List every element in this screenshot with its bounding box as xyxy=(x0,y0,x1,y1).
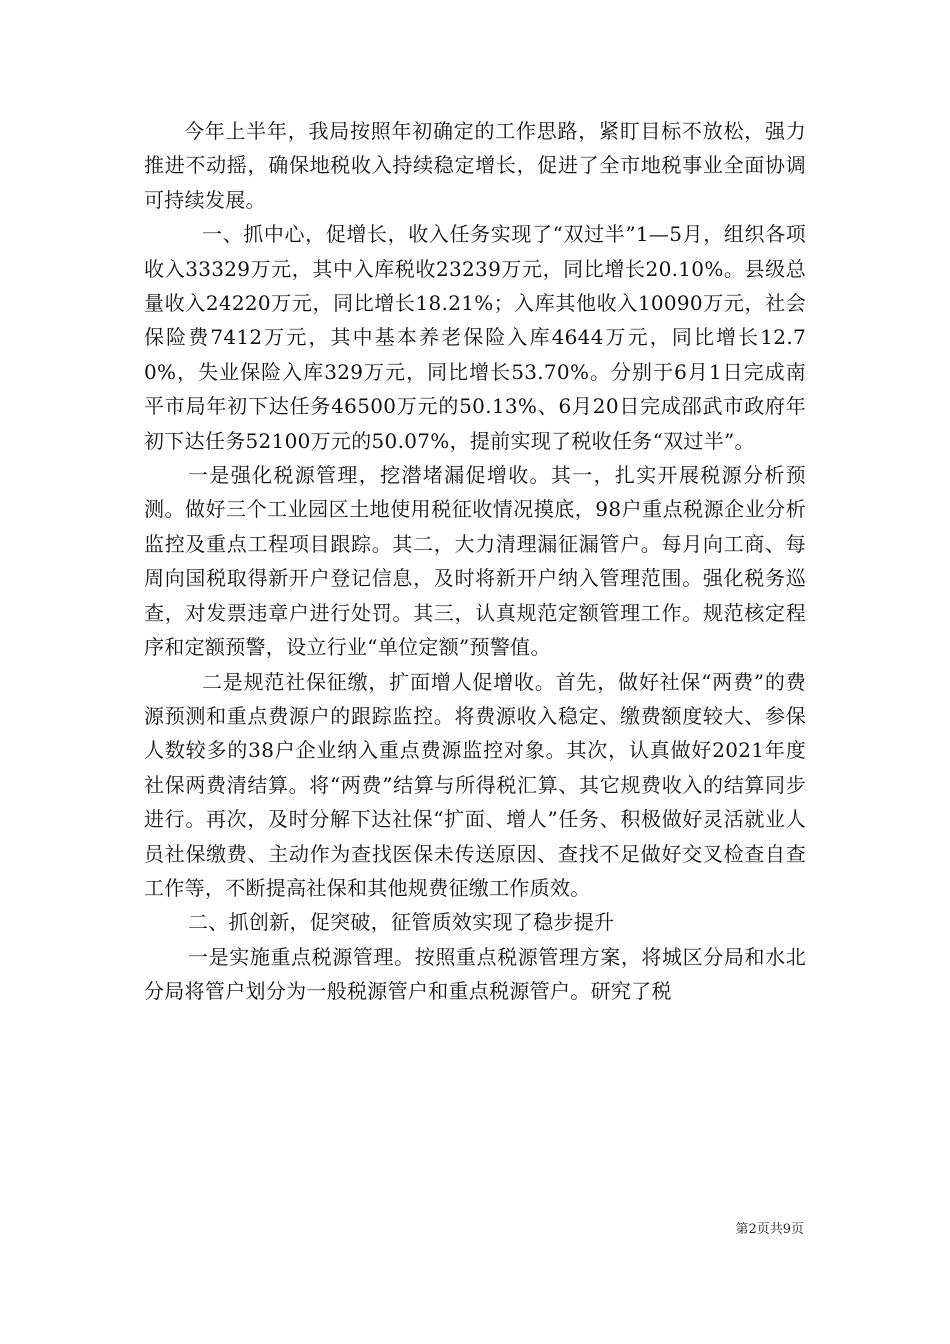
section-one-heading-paragraph: 一、抓中心，促增长，收入任务实现了“双过半”1—5月，组织各项收入33329万元，其中入库税收23239万元，同比增长20.10%。县级总量收入24220万元，同比增长18.21%；入库其他收入10090万元，社会保险费7412万元，其中基本养老保险入库4644万元，同比增长12.70%，失业保险入库329万元，同比增长53.70%。分别于6月1日完成南平市局年初下达任务46500万元的50.13%、6月20日完成邵武市政府年初下达任务52100万元的50.07%，提前实现了税收任务“双过半”。 xyxy=(144,222,806,453)
page-number-footer: 第2页共9页 xyxy=(735,1222,804,1237)
key-tax-source-paragraph: 一是实施重点税源管理。按照重点税源管理方案，将城区分局和水北分局将管户划分为一般税源管户和重点税源管户。研究了税 xyxy=(144,944,806,1004)
intro-paragraph: 今年上半年，我局按照年初确定的工作思路，紧盯目标不放松，强力推进不动摇，确保地税收入持续稳定增长，促进了全市地税事业全面协调可持续发展。 xyxy=(144,119,806,212)
section-two-heading: 二、抓创新，促突破，征管质效实现了稳步提升 xyxy=(188,910,615,935)
tax-source-management-paragraph: 一是强化税源管理，挖潜堵漏促增收。其一，扎实开展税源分析预测。做好三个工业园区土地使用税征收情况摸底，98户重点税源企业分析监控及重点工程项目跟踪。其二，大力清理漏征漏管户。每月向工商、每周向国税取得新开户登记信息，及时将新开户纳入管理范围。强化税务巡查，对发票违章户进行处罚。其三，认真规范定额管理工作。规范核定程序和定额预警，设立行业“单位定额”预警值。 xyxy=(144,463,806,660)
document-body xyxy=(144,114,806,1009)
social-security-paragraph: 二是规范社保征缴，扩面增人促增收。首先，做好社保“两费”的费源预测和重点费源户的跟踪监控。将费源收入稳定、缴费额度较大、参保人数较多的38户企业纳入重点费源监控对象。其次，认真做好2021年度社保两费清结算。将“两费”结算与所得税汇算、其它规费收入的结算同步进行。再次，及时分解下达社保“扩面、增人”任务、积极做好灵活就业人员社保缴费、主动作为查找医保未传送原因、查找不足做好交叉检查自查工作等，不断提高社保和其他规费征缴工作质效。 xyxy=(144,669,806,900)
